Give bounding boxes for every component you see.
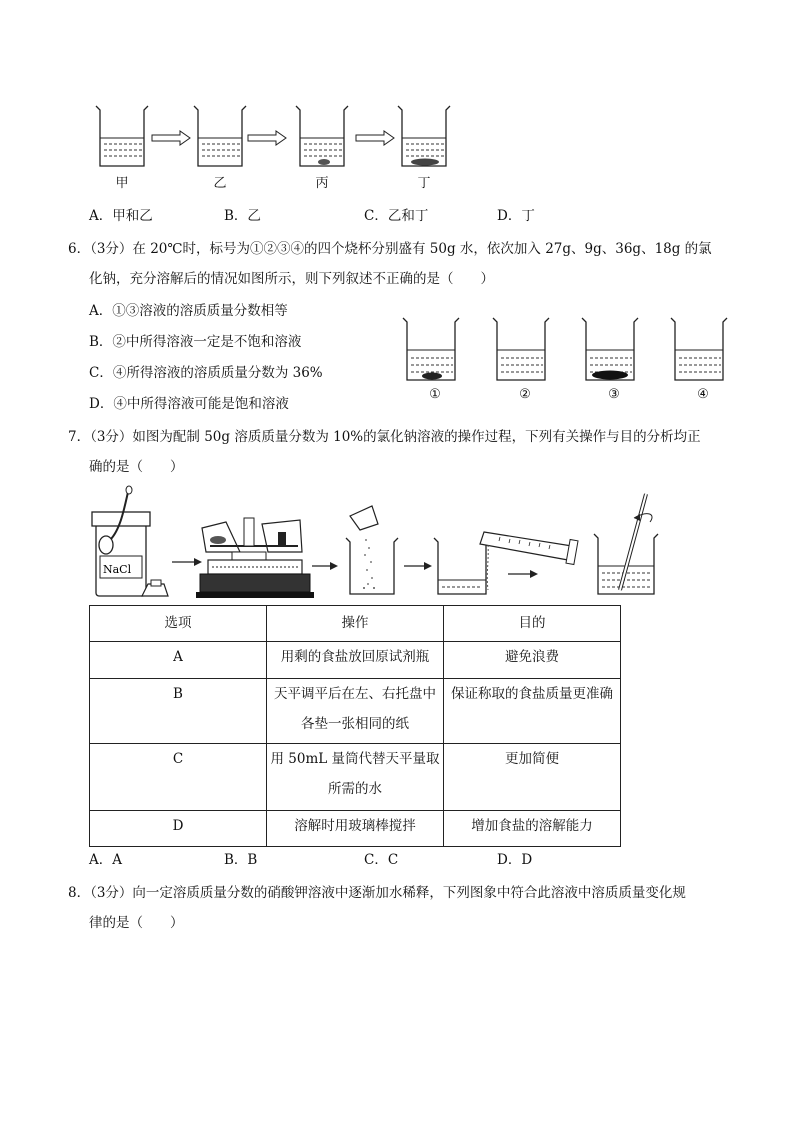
row-a-purpose: 避免浪费 <box>444 642 621 679</box>
q5-label-bing: 丙 <box>315 176 329 191</box>
table-header-option: 选项 <box>90 606 267 642</box>
row-c-purpose: 更加简便 <box>444 744 621 811</box>
stirring-beaker <box>594 494 658 594</box>
q6-option-c[interactable]: C．④所得溶液的溶质质量分数为 36% <box>89 365 323 381</box>
q8-stem-line2: 律的是（ ） <box>89 915 184 931</box>
balance <box>196 518 314 598</box>
q6-option-d[interactable]: D．④中所得溶液可能是饱和溶液 <box>89 396 289 412</box>
q8-stem-line1: 8．（3分）向一定溶质质量分数的硝酸钾溶液中逐渐加水稀释，下列图象中符合此溶液中溶质质量变化规 <box>68 885 686 901</box>
q6-label-4: ④ <box>697 387 709 402</box>
q7-stem-line2: 确的是（ ） <box>89 459 184 475</box>
row-a-option: A <box>90 642 267 679</box>
row-b-operation <box>267 679 444 744</box>
q6-label-2: ② <box>519 387 531 402</box>
dissolving-beaker <box>346 506 398 594</box>
q7-option-d[interactable]: D．D <box>497 852 533 868</box>
row-c-operation-line2: 所需的水 <box>328 781 382 797</box>
q5-label-ding: 丁 <box>417 176 431 191</box>
table-row <box>90 811 621 847</box>
reagent-bottle <box>92 486 150 596</box>
row-b-operation-line1: 天平调平后在左、右托盘中 <box>274 686 436 702</box>
q5-option-c[interactable]: C．乙和丁 <box>364 208 429 224</box>
q5-label-yi: 乙 <box>213 176 227 191</box>
q7-option-b[interactable]: B．B <box>224 852 258 868</box>
row-d-operation: 溶解时用玻璃棒搅拌 <box>267 811 444 847</box>
row-c-operation <box>267 744 444 811</box>
q7-stem-line1: 7．（3分）如图为配制 50g 溶质质量分数为 10%的氯化钠溶液的操作过程，下列有关操作与目的分析均正 <box>68 429 701 445</box>
q6-stem-line2: 化钠，充分溶解后的情况如图所示，则下列叙述不正确的是（ ） <box>89 271 494 287</box>
row-c-operation-line1: 用 50mL 量筒代替天平量取 <box>270 751 440 767</box>
row-d-purpose: 增加食盐的溶解能力 <box>444 811 621 847</box>
q7-options-table <box>89 605 621 847</box>
row-d-option: D <box>90 811 267 847</box>
q6-option-a[interactable]: A．①③溶液的溶质质量分数相等 <box>89 303 288 319</box>
table-row <box>90 679 621 744</box>
table-row <box>90 744 621 811</box>
row-b-operation-line2: 各垫一张相同的纸 <box>301 716 409 732</box>
row-a-operation: 用剩的食盐放回原试剂瓶 <box>267 642 444 679</box>
row-c-option: C <box>90 744 267 811</box>
q6-option-b[interactable]: B．②中所得溶液一定是不饱和溶液 <box>89 334 302 350</box>
q6-stem-line1: 6．（3分）在 20℃时，标号为①②③④的四个烧杯分别盛有 50g 水，依次加入 27g、9g、36g、18g 的氯 <box>68 241 712 257</box>
q6-label-3: ③ <box>608 387 620 402</box>
table-header-purpose: 目的 <box>444 606 621 642</box>
q7-option-c[interactable]: C．C <box>364 852 399 868</box>
q6-label-1: ① <box>429 387 441 402</box>
table-header-operation: 操作 <box>267 606 444 642</box>
q5-label-jia: 甲 <box>115 176 129 191</box>
table-row <box>90 642 621 679</box>
q5-option-d[interactable]: D．丁 <box>497 208 535 224</box>
q5-option-b[interactable]: B．乙 <box>224 208 261 224</box>
q7-option-a[interactable]: A．A <box>89 852 122 868</box>
row-b-option: B <box>90 679 267 744</box>
pouring-water <box>434 532 578 594</box>
row-b-purpose: 保证称取的食盐质量更准确 <box>444 679 621 744</box>
q5-option-a[interactable]: A．甲和乙 <box>89 208 153 224</box>
nacl-bottle-label: NaCl <box>103 563 132 576</box>
